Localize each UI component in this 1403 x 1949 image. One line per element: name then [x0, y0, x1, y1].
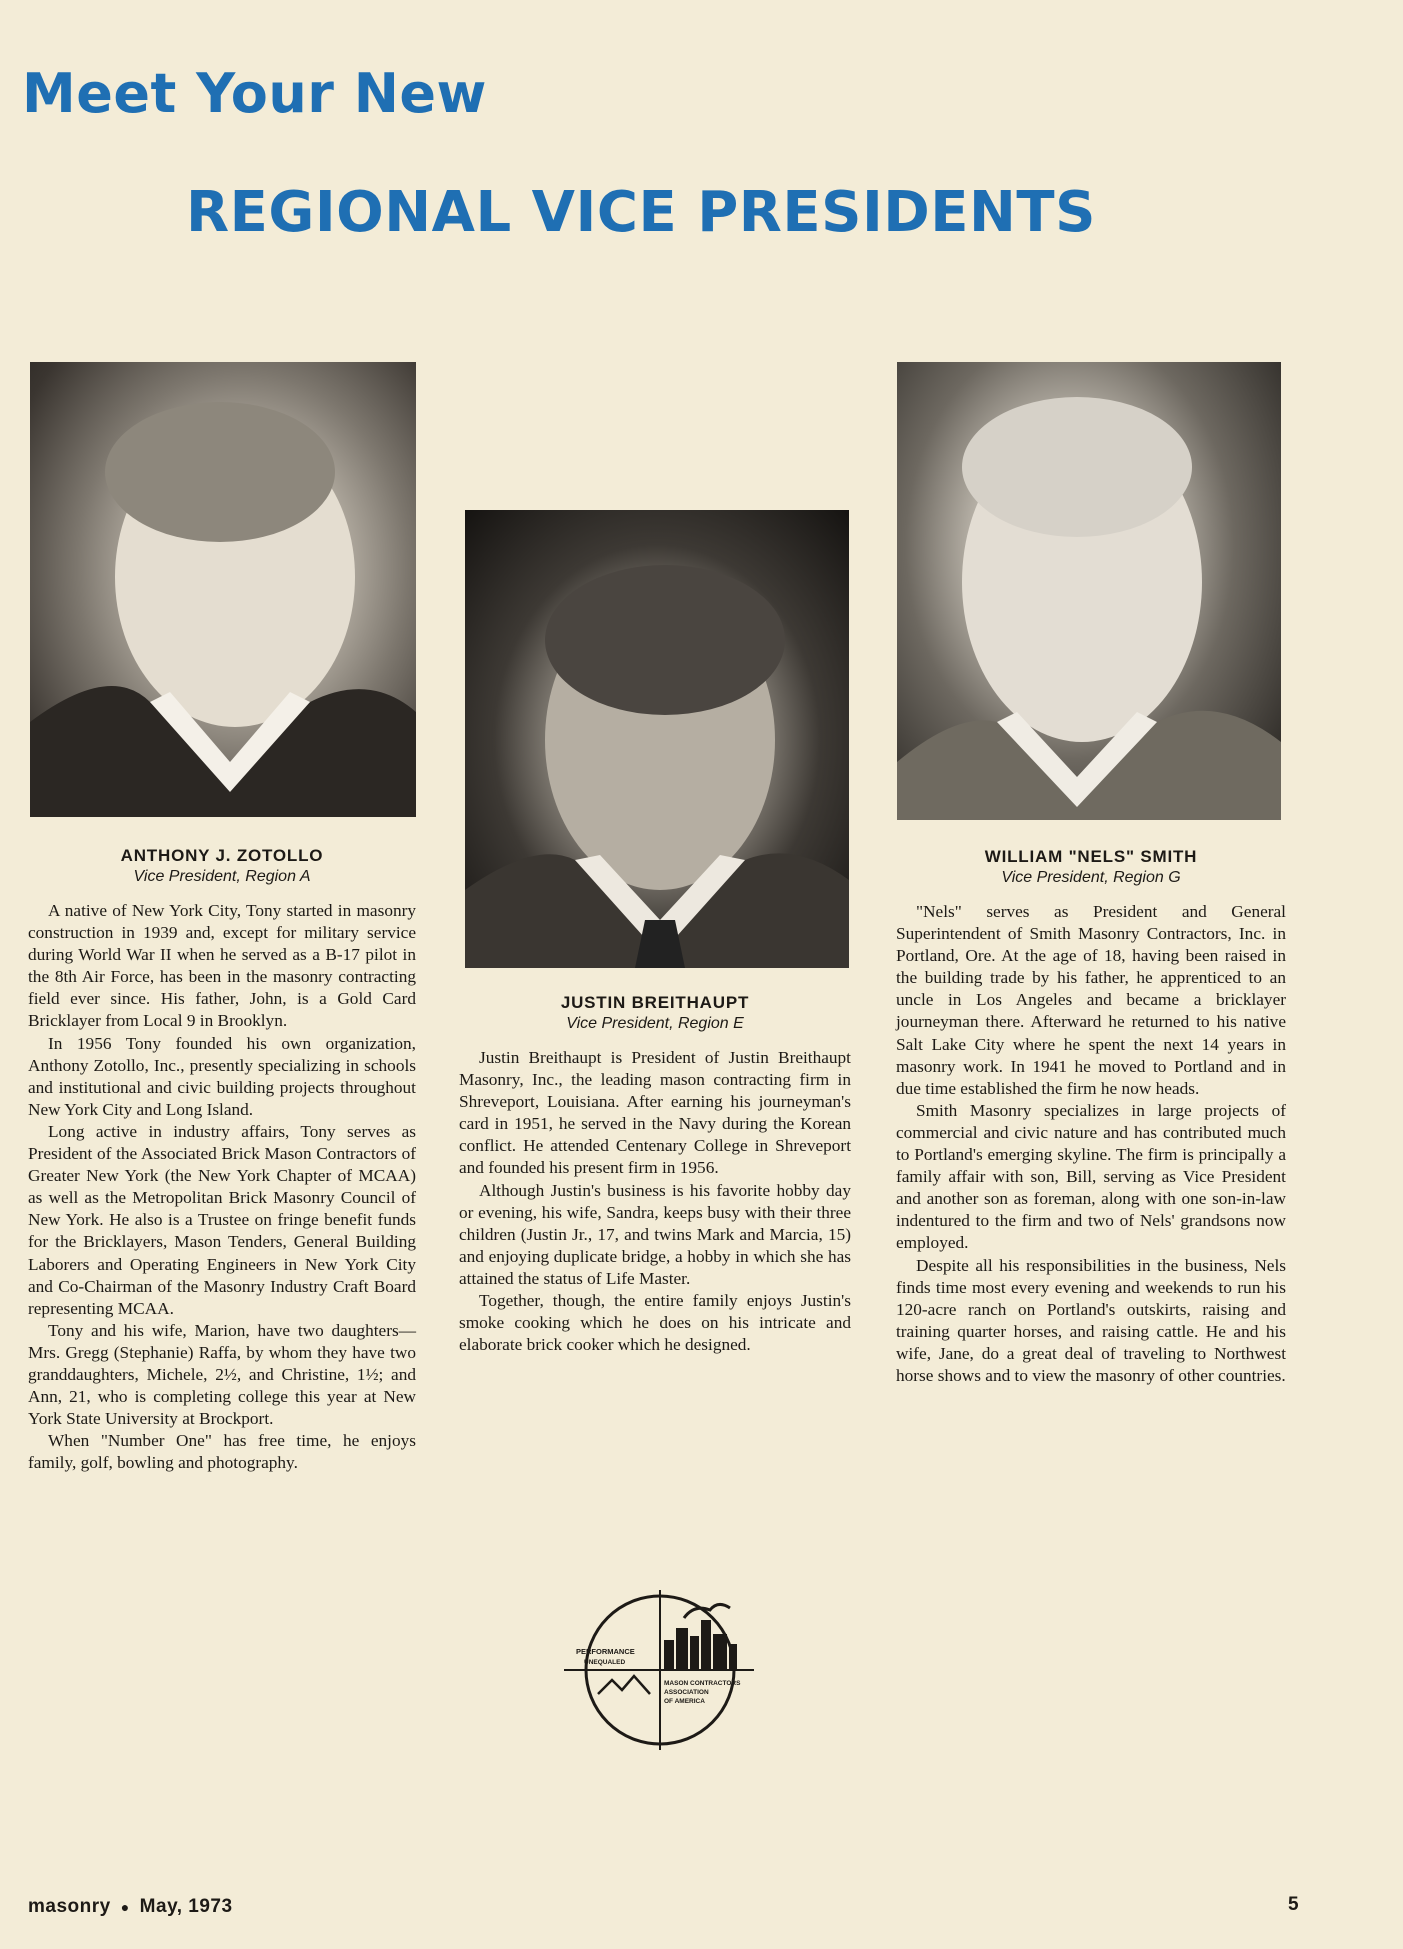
- bio-paragraph: A native of New York City, Tony started in masonry construction in 1939 and, except for military service during World War II when he served as a B-17 pilot in the 8th Air Force, has been in the masonry contracting field ever since. His father, John, is a Gold Card Bricklayer from Local 9 in Brooklyn.: [28, 901, 416, 1031]
- bio-paragraph: "Nels" serves as President and General Superintendent of Smith Masonry Contractors, Inc. in Portland, Ore. At the age of 18, having been raised in the building trade by his father, he apprenticed to an uncle in Los Angeles and became a bricklayer journeyman there. Afterward he returned to his native Salt Lake City where he spent the next 14 years in masonry work. In 1941 he moved to Portland and in due time established the firm he now heads.: [896, 902, 1286, 1098]
- bio-paragraph: In 1956 Tony founded his own organization, Anthony Zotollo, Inc., presently specializing in schools and institutional and civic building projects throughout New York City and Long Island.: [28, 1033, 416, 1119]
- portrait-photo-breithaupt: [465, 510, 849, 968]
- bio-paragraph: Despite all his responsibilities in the business, Nels finds time most every evening and weekends to run his 120-acre ranch on Portland's outskirts, raising and training quarter horses, and raising cattle. He and his wife, Jane, do a great deal of traveling to Northwest horse shows and to view the masonry of other countries.: [896, 1255, 1286, 1385]
- profile-smith: [896, 847, 1286, 1387]
- logo-text: PERFORMANCE: [576, 1647, 635, 1656]
- bio-paragraph: Smith Masonry specializes in large projects of commercial and civic nature and has contributed much to Portland's emerging skyline. The firm is principally a family affair with son, Bill, serving as Vice President and another son as foreman, along with one son-in-law indentured to the firm and two of Nels' grandsons now employed.: [896, 1100, 1286, 1253]
- profile-name: WILLIAM "NELS" SMITH: [984, 847, 1198, 866]
- footer-publication-date: [28, 1896, 233, 1918]
- bio-paragraph: When "Number One" has free time, he enjoys family, golf, bowling and photography.: [28, 1431, 416, 1473]
- logo-text: UNEQUALED: [584, 1659, 626, 1666]
- profile-name: JUSTIN BREITHAUPT: [560, 993, 750, 1012]
- bio-paragraph: Long active in industry affairs, Tony serves as President of the Associated Brick Mason Contractors of Greater New York (the New York Chapter of MCAA) as well as the Metropolitan Brick Masonry Council of New York. He also is a Trustee on fringe benefit funds for the Bricklayers, Mason Tenders, General Building Laborers and Operating Engineers in New York City and Co-Chairman of the Masonry Industry Craft Board representing MCAA.: [28, 1121, 416, 1318]
- bullet-icon: ●: [120, 1898, 130, 1915]
- bio-paragraph: Together, though, the entire family enjoys Justin's smoke cooking which he does on his intricate and elaborate brick cooker which he designed.: [459, 1291, 851, 1355]
- portrait-photo-smith: [897, 362, 1281, 820]
- bio-paragraph: Tony and his wife, Marion, have two daughters—Mrs. Gregg (Stephanie) Raffa, by whom they have two granddaughters, Michele, 2½, and Christine, 1½; and Ann, 21, who is completing college this year at New York State University at Brockport.: [28, 1320, 416, 1429]
- headline-line-1: Meet Your New: [22, 62, 487, 125]
- profile-name: ANTHONY J. ZOTOLLO: [120, 846, 324, 865]
- mcaa-logo-icon: [554, 1590, 766, 1750]
- headline-line-2: REGIONAL VICE PRESIDENTS: [186, 180, 1096, 245]
- bio-paragraph: Justin Breithaupt is President of Justin Breithaupt Masonry, Inc., the leading mason contracting firm in Shreveport, Louisiana. After earning his journeyman's card in 1951, he served in the Navy during the Korean conflict. He attended Centenary College in Shreveport and founded his present firm in 1956.: [459, 1048, 851, 1178]
- profile-breithaupt: [459, 993, 851, 1356]
- bio-paragraph: Although Justin's business is his favorite hobby day or evening, his wife, Sandra, keeps busy with their three children (Justin Jr., 17, and twins Mark and Marcia, 15) and enjoying duplicate bridge, a hobby in which she has attained the status of Life Master.: [459, 1180, 851, 1288]
- profile-title: Vice President, Region E: [566, 1015, 744, 1032]
- logo-text: MASON CONTRACTORS: [664, 1680, 741, 1687]
- page-number: 5: [1288, 1894, 1299, 1915]
- profile-zotollo: [28, 846, 416, 1474]
- logo-text: ASSOCIATION: [664, 1689, 709, 1696]
- profile-title: Vice President, Region A: [133, 868, 311, 885]
- profile-title: Vice President, Region G: [1001, 869, 1181, 886]
- logo-text: OF AMERICA: [664, 1698, 705, 1705]
- publication-name: masonry: [28, 1896, 111, 1917]
- issue-date: May, 1973: [139, 1896, 233, 1917]
- portrait-photo-zotollo: [30, 362, 416, 817]
